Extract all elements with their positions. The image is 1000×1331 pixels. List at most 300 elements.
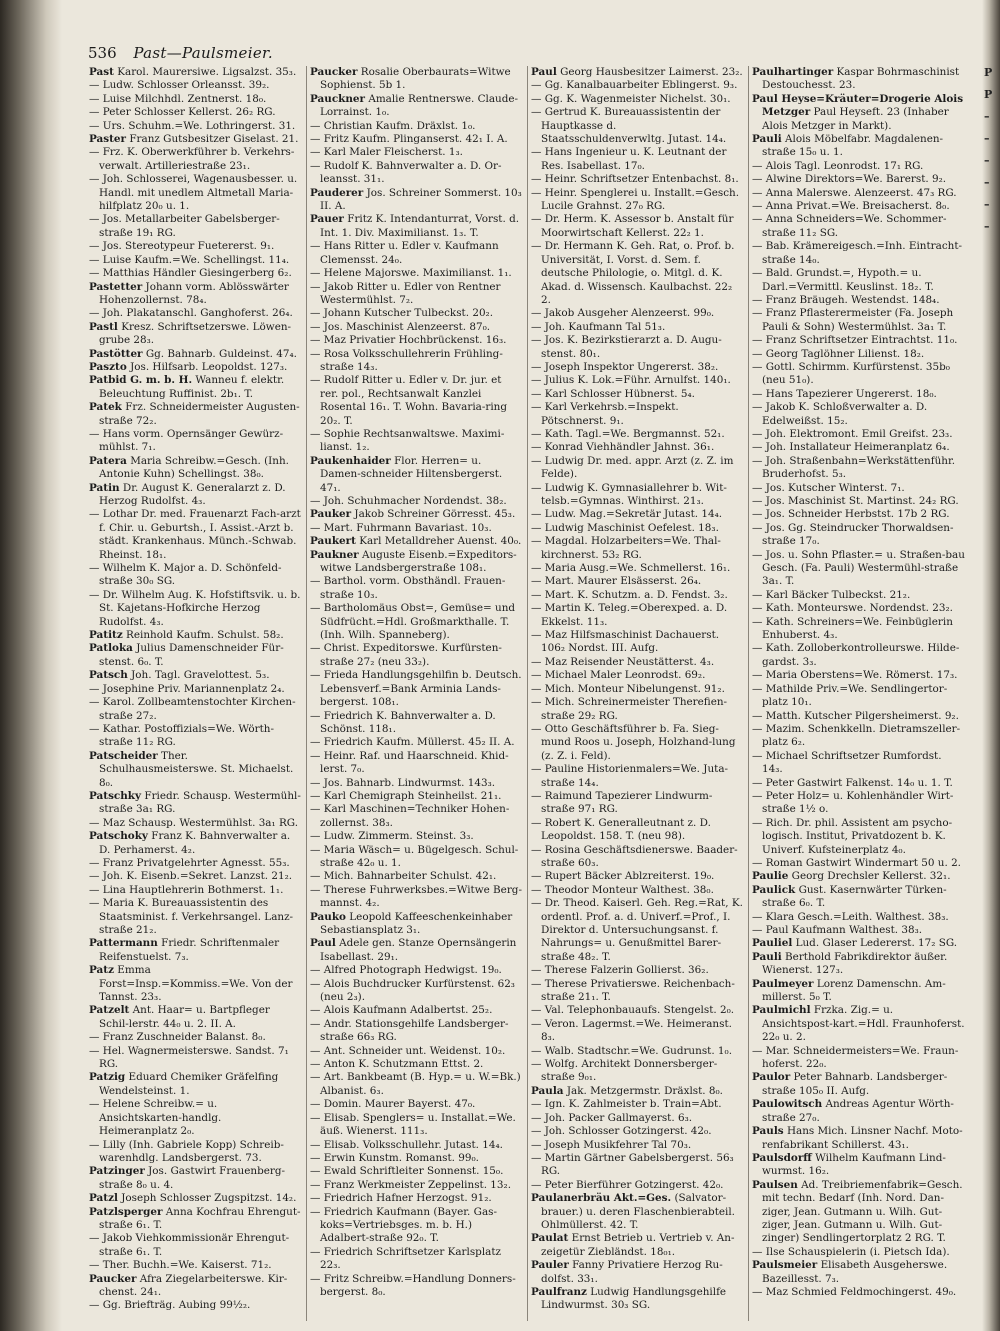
directory-entry <box>752 267 965 294</box>
directory-entry <box>531 870 743 883</box>
entry-text: — Jos. Bahnarb. Lindwurmst. 143₃. <box>310 776 496 789</box>
entry-text: — Franz Zuschneider Balanst. 8₀. <box>89 1031 266 1044</box>
entry-text: Lud. Glaser Ledererst. 17₂ SG. <box>795 937 958 950</box>
directory-entry <box>752 200 965 213</box>
entry-text: — Dr. Theod. Kaiserl. Geh. Reg.=Rat, K. ordentl. Prof. a. d. Univerf.=Prof., I. Direktor d. Untersuchungsanst. f. Nahrungs= u. Genußmittel Barer-straße 48₂. T. <box>531 897 743 963</box>
directory-entry <box>752 482 965 495</box>
directory-entry <box>752 1259 965 1286</box>
entry-text: — Bald. Grundst.=, Hypoth.= u. Darl.=Vermittl. Keuslinst. 18₂. T. <box>752 267 934 293</box>
entry-text: — Friedrich Schriftsetzer Karlsplatz 22₃. <box>310 1245 501 1272</box>
edge-letter: – <box>984 132 990 145</box>
entry-text: — Alois Tagl. Leonrodst. 17₁ RG. <box>752 159 924 172</box>
directory-entry <box>310 710 522 737</box>
entry-text: — Kath. Tagl.=We. Bergmannst. 52₁. <box>531 427 725 440</box>
entry-text: — Martin Gärtner Gabelsbergerst. 56₃ RG. <box>531 1151 734 1178</box>
entry-text: — Anton K. Schutzmann Ettst. 2. <box>310 1058 484 1071</box>
entry-text: Berthold Fabrikdirektor äußer. Wienerst. 127₃. <box>762 950 948 977</box>
entry-text: Rosalie Oberbaurats=Witwe Sophienst. 5b 1. <box>320 66 511 92</box>
directory-entry <box>310 1112 522 1139</box>
entry-surname: Pauliel <box>752 937 793 950</box>
entry-text: — Hans vorm. Opernsänger Gewürz-mühlst. 7₁. <box>89 427 284 454</box>
directory-entry <box>531 1192 743 1232</box>
directory-entry <box>752 723 965 750</box>
directory-entry <box>89 1259 301 1272</box>
directory-entry <box>752 683 965 710</box>
entry-surname: Pauls <box>752 1125 784 1138</box>
entry-text: — Peter Gastwirt Falkenst. 14₀ u. 1. T. <box>752 776 953 789</box>
directory-entry <box>310 1273 522 1300</box>
directory-entry <box>89 348 301 361</box>
entry-text: — Elisab. Volksschullehr. Jutast. 14₄. <box>310 1138 503 1151</box>
entry-text: Fritz K. Intendanturrat, Vorst. d. Int. 1. Div. Maximilianst. 1₃. T. <box>320 213 520 239</box>
directory-entry <box>752 951 965 978</box>
directory-entry <box>89 66 301 79</box>
entry-text: — Magdal. Holzarbeiters=We. Thal-kirchnerst. 53₂ RG. <box>531 535 721 561</box>
directory-entry <box>752 401 965 428</box>
directory-entry <box>89 1192 301 1205</box>
directory-entry <box>89 1273 301 1300</box>
entry-text: — Rudolf K. Bahnverwalter a. D. Or-leansst. 31₁. <box>310 159 502 186</box>
directory-entry <box>752 1125 965 1152</box>
entry-text: — Karl Schlosser Hübnerst. 5₄. <box>531 387 695 400</box>
directory-entry <box>752 750 965 777</box>
directory-entry <box>310 334 522 347</box>
entry-text: (Salvator-brauer.) u. deren Flaschenbierabteil. Ohlmüllerst. 42. T. <box>541 1192 735 1231</box>
edge-letter: – <box>984 154 990 167</box>
entry-surname: Paukenhaider <box>310 454 391 467</box>
entry-text: — Hel. Wagnermeisterswe. Sandst. 7₁ RG. <box>89 1044 289 1071</box>
entry-text: — Maz Schausp. Westermühlst. 3a₁ RG. <box>89 816 299 829</box>
directory-entry <box>752 1286 965 1299</box>
entry-surname: Patzelt <box>89 1004 130 1017</box>
directory-entry <box>752 173 965 186</box>
directory-entry <box>752 522 965 549</box>
entry-text: Lorenz Damenschn. Am-millerst. 5₀ T. <box>762 977 946 1004</box>
directory-entry <box>752 294 965 307</box>
directory-entry <box>752 911 965 924</box>
entry-text: — Mich. Bahnarbeiter Schulst. 42₁. <box>310 870 497 883</box>
directory-entry <box>531 1045 743 1058</box>
entry-surname: Patschoky <box>89 830 148 843</box>
entry-text: — Ludw. Mag.=Sekretär Jutast. 14₄. <box>531 508 723 521</box>
entry-text: — Joh. Plakatanschl. Ganghoferst. 26₄. <box>89 307 293 320</box>
entry-text: Ad. Treibriemenfabrik=Gesch. mit techn. Bedarf (Inh. Nord. Dan-ziger, Jean. Gutmann u. Wilh. Gut-ziger, Jean. Gutmann u. Wilh. Gut-zinger) Sendlingertorplatz 2 RG. T. <box>762 1178 963 1245</box>
directory-entry <box>89 482 301 509</box>
entry-surname: Paul <box>531 66 557 78</box>
directory-entry <box>89 213 301 240</box>
directory-entry <box>310 133 522 146</box>
entry-text: — Matth. Kutscher Pilgersheimerst. 9₂. <box>752 709 959 722</box>
entry-text: — Sophie Rechtsanwaltswe. Maximi-lianst. 1₂. <box>310 427 505 454</box>
entry-text: — Maz Hilfsmaschinist Dachauerst. 106₂ Nordst. III. Aufg. <box>531 629 720 655</box>
directory-entry <box>531 1058 743 1085</box>
directory-entry <box>89 817 301 830</box>
entry-text: Jak. Metzgermstr. Dräxlst. 8₀. <box>566 1084 723 1097</box>
directory-entry <box>89 723 301 750</box>
column-4 <box>749 66 970 1321</box>
entry-text: — Joh. Schuhmacher Nordendst. 38₂. <box>310 495 507 507</box>
entry-text: — Hans Ritter u. Edler v. Kaufmann Clemensst. 24₀. <box>310 240 499 266</box>
entry-text: — Mich. Monteur Nibelungenst. 91₂. <box>531 682 725 695</box>
entry-text: Gg. Bahnarb. Guldeinst. 47₄. <box>145 347 297 360</box>
directory-entry <box>310 602 522 642</box>
entry-text: — Joh. Elektromont. Emil Greifst. 23₃. <box>752 427 953 440</box>
directory-entry <box>89 870 301 883</box>
entry-surname: Pastetter <box>89 280 143 293</box>
entry-text: — Franz Bräugeh. Westendst. 148₄. <box>752 293 940 306</box>
entry-text: Friedr. Schausp. Westermühl-straße 3a₁ RG. <box>99 789 301 816</box>
directory-entry <box>531 575 743 588</box>
entry-text: Karl Metalldreher Auenst. 40₀. <box>359 535 522 548</box>
entry-text: Ther. Schulhausmeisterswe. St. Michaelst. 8₀. <box>99 749 294 789</box>
entry-text: — Roman Gastwirt Windermart 50 u. 2. <box>752 856 961 869</box>
entry-surname: Patzig <box>89 1071 126 1084</box>
page-header <box>88 44 968 66</box>
directory-entry <box>89 173 301 213</box>
directory-entry <box>310 736 522 749</box>
entry-surname: Patera <box>89 454 127 467</box>
directory-entry <box>531 482 743 509</box>
entry-text: — Lilly (Inh. Gabriele Kopp) Schreib-warenhdlg. Landsbergerst. 73. <box>89 1138 284 1164</box>
directory-entry <box>752 1246 965 1259</box>
directory-entry <box>310 1058 522 1071</box>
directory-entry <box>531 321 743 334</box>
entry-text: Kresz. Schriftsetzerswe. Löwen-grube 28₃. <box>99 320 292 347</box>
entry-surname: Patloka <box>89 642 133 655</box>
directory-entry <box>310 937 522 964</box>
entry-text: Joseph Schlosser Zugspitzst. 14₂. <box>121 1192 297 1205</box>
entry-text: — Theodor Monteur Walthest. 38₀. <box>531 883 714 896</box>
entry-text: Leopold Kaffeeschenkeinhaber Sebastiansplatz 3₁. <box>320 910 513 936</box>
directory-entry <box>89 1098 301 1138</box>
directory-entry <box>531 522 743 535</box>
directory-entry <box>310 870 522 883</box>
entry-text: — Otto Geschäftsführer b. Fa. Sieg-mund Roos u. Joseph, Holzhand-lung (z. Z. i. Feld). <box>531 722 736 762</box>
directory-entry <box>89 267 301 280</box>
entry-text: Auguste Eisenb.=Expeditors-witwe Landsbergerstraße 108₁. <box>320 548 517 575</box>
directory-entry <box>89 254 301 267</box>
entry-text: — Gg. Briefträg. Aubing 99½₂. <box>89 1299 251 1312</box>
entry-text: — Joh. Schlosserei, Wagenausbesser. u. Handl. mit unedlem Altmetall Maria-hilfplatz 20₀ u. 1. <box>89 173 298 213</box>
entry-text: — Mich. Schreinermeister Therefien-straße 29₂ RG. <box>531 696 728 722</box>
directory-entry <box>310 348 522 375</box>
entry-text: Adele gen. Stanze Opernsängerin Isabellast. 29₁. <box>320 937 517 963</box>
directory-entry <box>310 374 522 428</box>
directory-entry <box>531 1259 743 1286</box>
entry-surname: Patzinger <box>89 1165 145 1178</box>
directory-entry <box>752 213 965 240</box>
entry-text: — Jakob K. Schloßverwalter a. D. Edelweißst. 15₂. <box>752 401 928 427</box>
directory-entry <box>310 803 522 830</box>
entry-surname: Paukert <box>310 535 356 548</box>
entry-text: — Gottl. Schirmm. Kurfürstenst. 35b₀ (neu 51₀). <box>752 360 950 387</box>
entry-text: — Hans Tapezierer Ungererst. 18₀. <box>752 387 937 400</box>
entry-text: Fanny Privatiere Herzog Ru-dolfst. 33₁. <box>541 1259 723 1285</box>
directory-entry <box>310 93 522 120</box>
directory-entry <box>89 1299 301 1312</box>
entry-text: — Karl Bäcker Tulbeckst. 21₂. <box>752 588 911 601</box>
entry-text: — Peter Bierführer Gotzingerst. 42₀. <box>531 1178 724 1191</box>
entry-text: — Mar. Schneidermeisters=We. Fraun-hoferst. 22₀. <box>752 1044 959 1071</box>
entry-text: — Joh. Installateur Heimeranplatz 6₄. <box>752 441 950 454</box>
entry-text: — Jakob Ausgeher Alenzeerst. 99₀. <box>531 307 715 320</box>
directory-entry <box>310 281 522 308</box>
entry-surname: Pastl <box>89 320 118 333</box>
directory-entry <box>531 455 743 482</box>
directory-entry <box>310 1206 522 1246</box>
entry-surname: Paulick <box>752 883 796 896</box>
directory-entry <box>310 844 522 871</box>
entry-surname: Pauckner <box>310 92 365 105</box>
directory-entry <box>89 589 301 629</box>
directory-entry <box>89 133 301 146</box>
entry-surname: Paucker <box>89 1272 137 1285</box>
directory-entry <box>310 1018 522 1045</box>
entry-text: Maria Schreibw.=Gesch. (Inh. Antonie Kuhn) Schellingst. 38₀. <box>99 454 289 481</box>
entry-text: Emma Forst=Insp.=Kommiss.=We. Von der Tannst. 23₃. <box>99 964 293 1004</box>
directory-entry <box>89 508 301 562</box>
entry-surname: Paukner <box>310 548 359 561</box>
entry-text: — Klara Gesch.=Leith. Walthest. 38₃. <box>752 910 949 923</box>
entry-text: Georg Hausbesitzer Laimerst. 23₂. <box>560 66 743 78</box>
entry-text: — Friedrich Hafner Herzogst. 91₂. <box>310 1192 492 1205</box>
entry-surname: Paulsdorff <box>752 1151 812 1164</box>
entry-text: Hans Mich. Linsner Nachf. Moto-renfabrikant Schillerst. 43₁. <box>762 1125 963 1151</box>
entry-text: — Raimund Tapezierer Lindwurm-straße 97₁ RG. <box>531 789 713 816</box>
directory-entry <box>752 133 965 160</box>
directory-entry <box>310 549 522 576</box>
entry-surname: Paulsen <box>752 1178 798 1191</box>
entry-text: — Julius K. Lok.=Führ. Arnulfst. 140₁. <box>531 374 731 387</box>
entry-text: — Jos. Gg. Steindrucker Thorwaldsen-straße 17₀. <box>752 521 954 548</box>
entry-surname: Patscheider <box>89 749 158 762</box>
directory-entry <box>752 549 965 589</box>
directory-entry <box>531 669 743 682</box>
entry-text: — Hans Ingenieur u. K. Leutnant der Res. Isabellast. 17₀. <box>531 146 727 172</box>
edge-letter: – <box>984 176 990 189</box>
entry-text: Anna Kochfrau Ehrengut-straße 6₁. T. <box>99 1205 301 1231</box>
edge-letter: P <box>984 88 993 101</box>
directory-entry <box>531 602 743 629</box>
entry-surname: Pauli <box>752 133 782 146</box>
directory-entry <box>310 66 522 93</box>
directory-entry <box>89 897 301 937</box>
directory-entry <box>89 93 301 106</box>
directory-entry <box>752 669 965 682</box>
directory-entry <box>531 213 743 240</box>
entry-text: — Joh. Kaufmann Tal 51₃. <box>531 320 666 333</box>
entry-text: — Karl Maschinen=Techniker Hohen-zollernst. 38₃. <box>310 803 510 829</box>
entry-text: — Karl Chemigraph Steinheilst. 21₁. <box>310 789 502 802</box>
directory-entry <box>531 897 743 964</box>
entry-surname: Pauko <box>310 910 346 923</box>
directory-entry <box>310 428 522 455</box>
entry-surname: Pauker <box>310 508 352 521</box>
entry-text: — Maz Schmied Feldmochingerst. 49₀. <box>752 1285 957 1298</box>
directory-entry <box>531 562 743 575</box>
entry-surname: Paster <box>89 133 127 146</box>
directory-entry <box>531 361 743 374</box>
entry-text: Karol. Maurersiwe. Ligsalzst. 35₃. <box>117 66 297 78</box>
directory-entry <box>310 964 522 977</box>
directory-entry <box>310 160 522 187</box>
directory-entry <box>752 589 965 602</box>
directory-entry <box>310 495 522 508</box>
directory-entry <box>89 455 301 482</box>
entry-text: Jos. Schreiner Sommerst. 10₃ II. A. <box>320 186 522 213</box>
directory-entry <box>310 321 522 334</box>
entry-text: Afra Ziegelarbeiterswe. Kir-chenst. 24₁. <box>99 1272 288 1298</box>
entry-text: — Dr. Herm. K. Assessor b. Anstalt für Moorwirtschaft Kellerst. 22₂ 1. <box>531 213 734 239</box>
entry-text: — Karl Maler Fleischerst. 1₃. <box>310 146 463 159</box>
entry-text: — Bartholomäus Obst=, Gemüse= und Südfrücht.=Hdl. Großmarkthalle. T. (Inh. Wilh. Spanneberg). <box>310 602 516 642</box>
directory-entry <box>310 213 522 240</box>
column-1 <box>86 66 307 1321</box>
entry-text: — Martin K. Teleg.=Oberexped. a. D. Ekkelst. 11₃. <box>531 602 728 628</box>
entry-text: — Josephine Priv. Mariannenplatz 2₄. <box>89 682 285 695</box>
directory-entry <box>752 870 965 883</box>
directory-entry <box>310 642 522 669</box>
entry-text: — Rupert Bäcker Ablzreiterst. 19₀. <box>531 870 715 883</box>
directory-entry <box>531 790 743 817</box>
entry-surname: Pastötter <box>89 347 143 360</box>
entry-text: Alois Möbelfabr. Magdalenen-straße 15₀ u. 1. <box>762 133 944 159</box>
directory-entry <box>752 1179 965 1246</box>
directory-entry <box>531 1232 743 1259</box>
entry-text: Peter Bahnarb. Landsberger-straße 105₀ II. Aufg. <box>762 1071 948 1097</box>
entry-text: — Joseph Musikfehrer Tal 70₃. <box>531 1138 692 1151</box>
directory-entry <box>531 535 743 562</box>
entry-text: — Alois Kaufmann Adalbertst. 25₂. <box>310 1004 493 1017</box>
directory-entry <box>752 1152 965 1179</box>
directory-entry <box>531 334 743 361</box>
entry-text: Frz. Schneidermeister Augusten-straße 72₂. <box>99 401 300 427</box>
entry-text: — Rich. Dr. phil. Assistent am psycho-logisch. Institut, Privatdozent b. K. Univerf. Kufsteinerplatz 4₀. <box>752 816 953 856</box>
directory-entry <box>531 817 743 844</box>
entry-text: Gust. Kasernwärter Türken-straße 6₀. T. <box>762 883 947 910</box>
directory-entry <box>310 1004 522 1017</box>
entry-text: — Therese Privatierswe. Reichenbach-straße 21₁. T. <box>531 977 735 1004</box>
entry-surname: Patschky <box>89 789 142 802</box>
entry-text: — Wilhelm K. Major a. D. Schönfeld-straße 30₀ SG. <box>89 562 282 588</box>
directory-entry <box>752 1004 965 1044</box>
directory-entry <box>752 334 965 347</box>
entry-text: — Ludw. Schlosser Orleansst. 39₂. <box>89 79 270 92</box>
entry-text: — Georg Taglöhner Lilienst. 18₂. <box>752 347 925 360</box>
entry-text: — Joh. Packer Gallmayerst. 6₃. <box>531 1111 693 1124</box>
entry-text: Ant. Haar= u. Bartpfleger Schil-lerstr. 44₀ u. 2. II. A. <box>99 1004 270 1030</box>
entry-text: — Dr. Hermann K. Geh. Rat, o. Prof. b. Universität, I. Vorst. d. Sem. f. deutsche Philologie, o. Mitgl. d. K. Akad. d. Wissensch. Kaulbachst. 22₂ 2. <box>531 240 735 306</box>
directory-entry <box>89 146 301 173</box>
directory-entry <box>89 361 301 374</box>
entry-text: — Jos. Metallarbeiter Gabelsberger-straße 19₁ RG. <box>89 213 280 239</box>
entry-text: — Friedrich K. Bahnverwalter a. D. Schönst. 118₁. <box>310 709 496 735</box>
directory-entry <box>531 187 743 214</box>
entry-text: — Maria K. Bureauassistentin des Staatsminist. f. Verkehrsangel. Lanz-straße 21₂. <box>89 897 294 936</box>
entry-text: — Alfred Photograph Hedwigst. 19₀. <box>310 964 502 977</box>
entry-text: Reinhold Kaufm. Schulst. 58₂. <box>126 629 284 642</box>
directory-entry <box>752 455 965 482</box>
entry-surname: Paulmeyer <box>752 977 814 990</box>
directory-entry <box>89 884 301 897</box>
right-page-edge <box>982 0 1000 1331</box>
directory-entry <box>310 790 522 803</box>
entry-text: — Val. Telephonbauaufs. Stengelst. 2₀. <box>531 1004 735 1017</box>
directory-entry <box>310 146 522 159</box>
directory-entry <box>310 1165 522 1178</box>
directory-entry <box>752 160 965 173</box>
entry-text: — Alois Buchdrucker Kurfürstenst. 62₃ (neu 2₃). <box>310 977 515 1004</box>
entry-text: — Erwin Kunstm. Romanst. 99₀. <box>310 1151 479 1164</box>
directory-entry <box>531 146 743 173</box>
directory-entry <box>531 696 743 723</box>
entry-text: — Robert K. Generalleutnant z. D. Leopoldst. 158. T. (neu 98). <box>531 816 711 843</box>
directory-entry <box>89 1232 301 1259</box>
directory-entry <box>531 106 743 146</box>
entry-surname: Paulie <box>752 870 789 883</box>
directory-entry <box>310 1192 522 1205</box>
directory-entry <box>752 441 965 454</box>
directory-entry <box>89 629 301 642</box>
entry-text: — Mazim. Schenkkelln. Dietramszeller-platz 6₂. <box>752 722 961 749</box>
directory-entry <box>752 93 965 133</box>
entry-surname: Paulanerbräu Akt.=Ges. <box>531 1192 672 1205</box>
entry-text: — Christian Kaufm. Dräxlst. 1₀. <box>310 119 476 132</box>
entry-surname: Patek <box>89 401 122 414</box>
directory-entry <box>531 723 743 763</box>
entry-text: — Jos. K. Bezirkstierarzt a. D. Augu-stenst. 80₁. <box>531 334 722 360</box>
directory-entry <box>531 629 743 656</box>
directory-entry <box>89 750 301 790</box>
entry-text: — Rudolf Ritter u. Edler v. Dr. jur. et rer. pol., Rechtsanwalt Kanzlei Rosental 16₁. T. Wohn. Bavaria-ring 20₂. T. <box>310 374 507 427</box>
entry-text: — Franz Pflasterermeister (Fa. Joseph Pauli & Sohn) Westermühlst. 3a₁ T. <box>752 307 954 333</box>
entry-text: — Ludwig K. Gymnasiallehrer b. Wit-telsb.=Gymnas. Winthirst. 21₃. <box>531 481 727 507</box>
entry-text: — Barthol. vorm. Obsthändl. Frauen-straße 10₃. <box>310 575 506 601</box>
adjacent-page-letters <box>984 62 998 238</box>
entry-text: — Veron. Lagermst.=We. Heimeranst. 8₃. <box>531 1017 732 1044</box>
directory-entry <box>752 508 965 521</box>
entry-text: Joh. Tagl. Gravelottest. 5₃. <box>131 669 270 682</box>
directory-entry <box>89 401 301 428</box>
directory-entry <box>89 964 301 1004</box>
entry-surname: Paul <box>310 937 336 950</box>
entry-text: Jakob Schreiner Görresst. 45₃. <box>354 508 516 521</box>
directory-entry <box>531 1152 743 1179</box>
directory-entry <box>89 1139 301 1166</box>
entry-text: Frzka. Zig.= u. Ansichtspost-kart.=Hdl. Fraunhoferst. 22₀ u. 2. <box>762 1004 965 1044</box>
entry-text: — Helene Schreibw.= u. Ansichtskarten-handlg. Heimeranplatz 2₀. <box>89 1098 222 1138</box>
directory-entry <box>310 187 522 214</box>
directory-entry <box>531 1179 743 1192</box>
directory-entry <box>531 374 743 387</box>
entry-text: — Karl Verkehrsb.=Inspekt. Pötschnerst. 9₁. <box>531 401 679 427</box>
directory-entry <box>531 428 743 441</box>
entry-text: Paul Heyseft. 23 (Inhaber Alois Metzger in Markt). <box>762 106 949 132</box>
directory-entry <box>310 1152 522 1165</box>
directory-entry <box>310 522 522 535</box>
entry-text: — Domin. Maurer Bayerst. 47₀. <box>310 1098 476 1111</box>
directory-entry <box>310 830 522 843</box>
directory-entry <box>752 348 965 361</box>
directory-entry <box>89 669 301 682</box>
directory-columns <box>86 66 970 1321</box>
entry-text: — Fritz Schreibw.=Handlung Donners-bergerst. 8₀. <box>310 1272 516 1298</box>
entry-surname: Paszto <box>89 360 127 373</box>
directory-entry <box>310 669 522 709</box>
entry-text: — Frieda Handlungsgehilfin b. Deutsch. Lebensverf.=Bank Arminia Lands-bergerst. 108₁. <box>310 669 522 709</box>
entry-text: — Anna Malerswe. Alenzeerst. 47₃ RG. <box>752 186 957 199</box>
directory-entry <box>310 535 522 548</box>
